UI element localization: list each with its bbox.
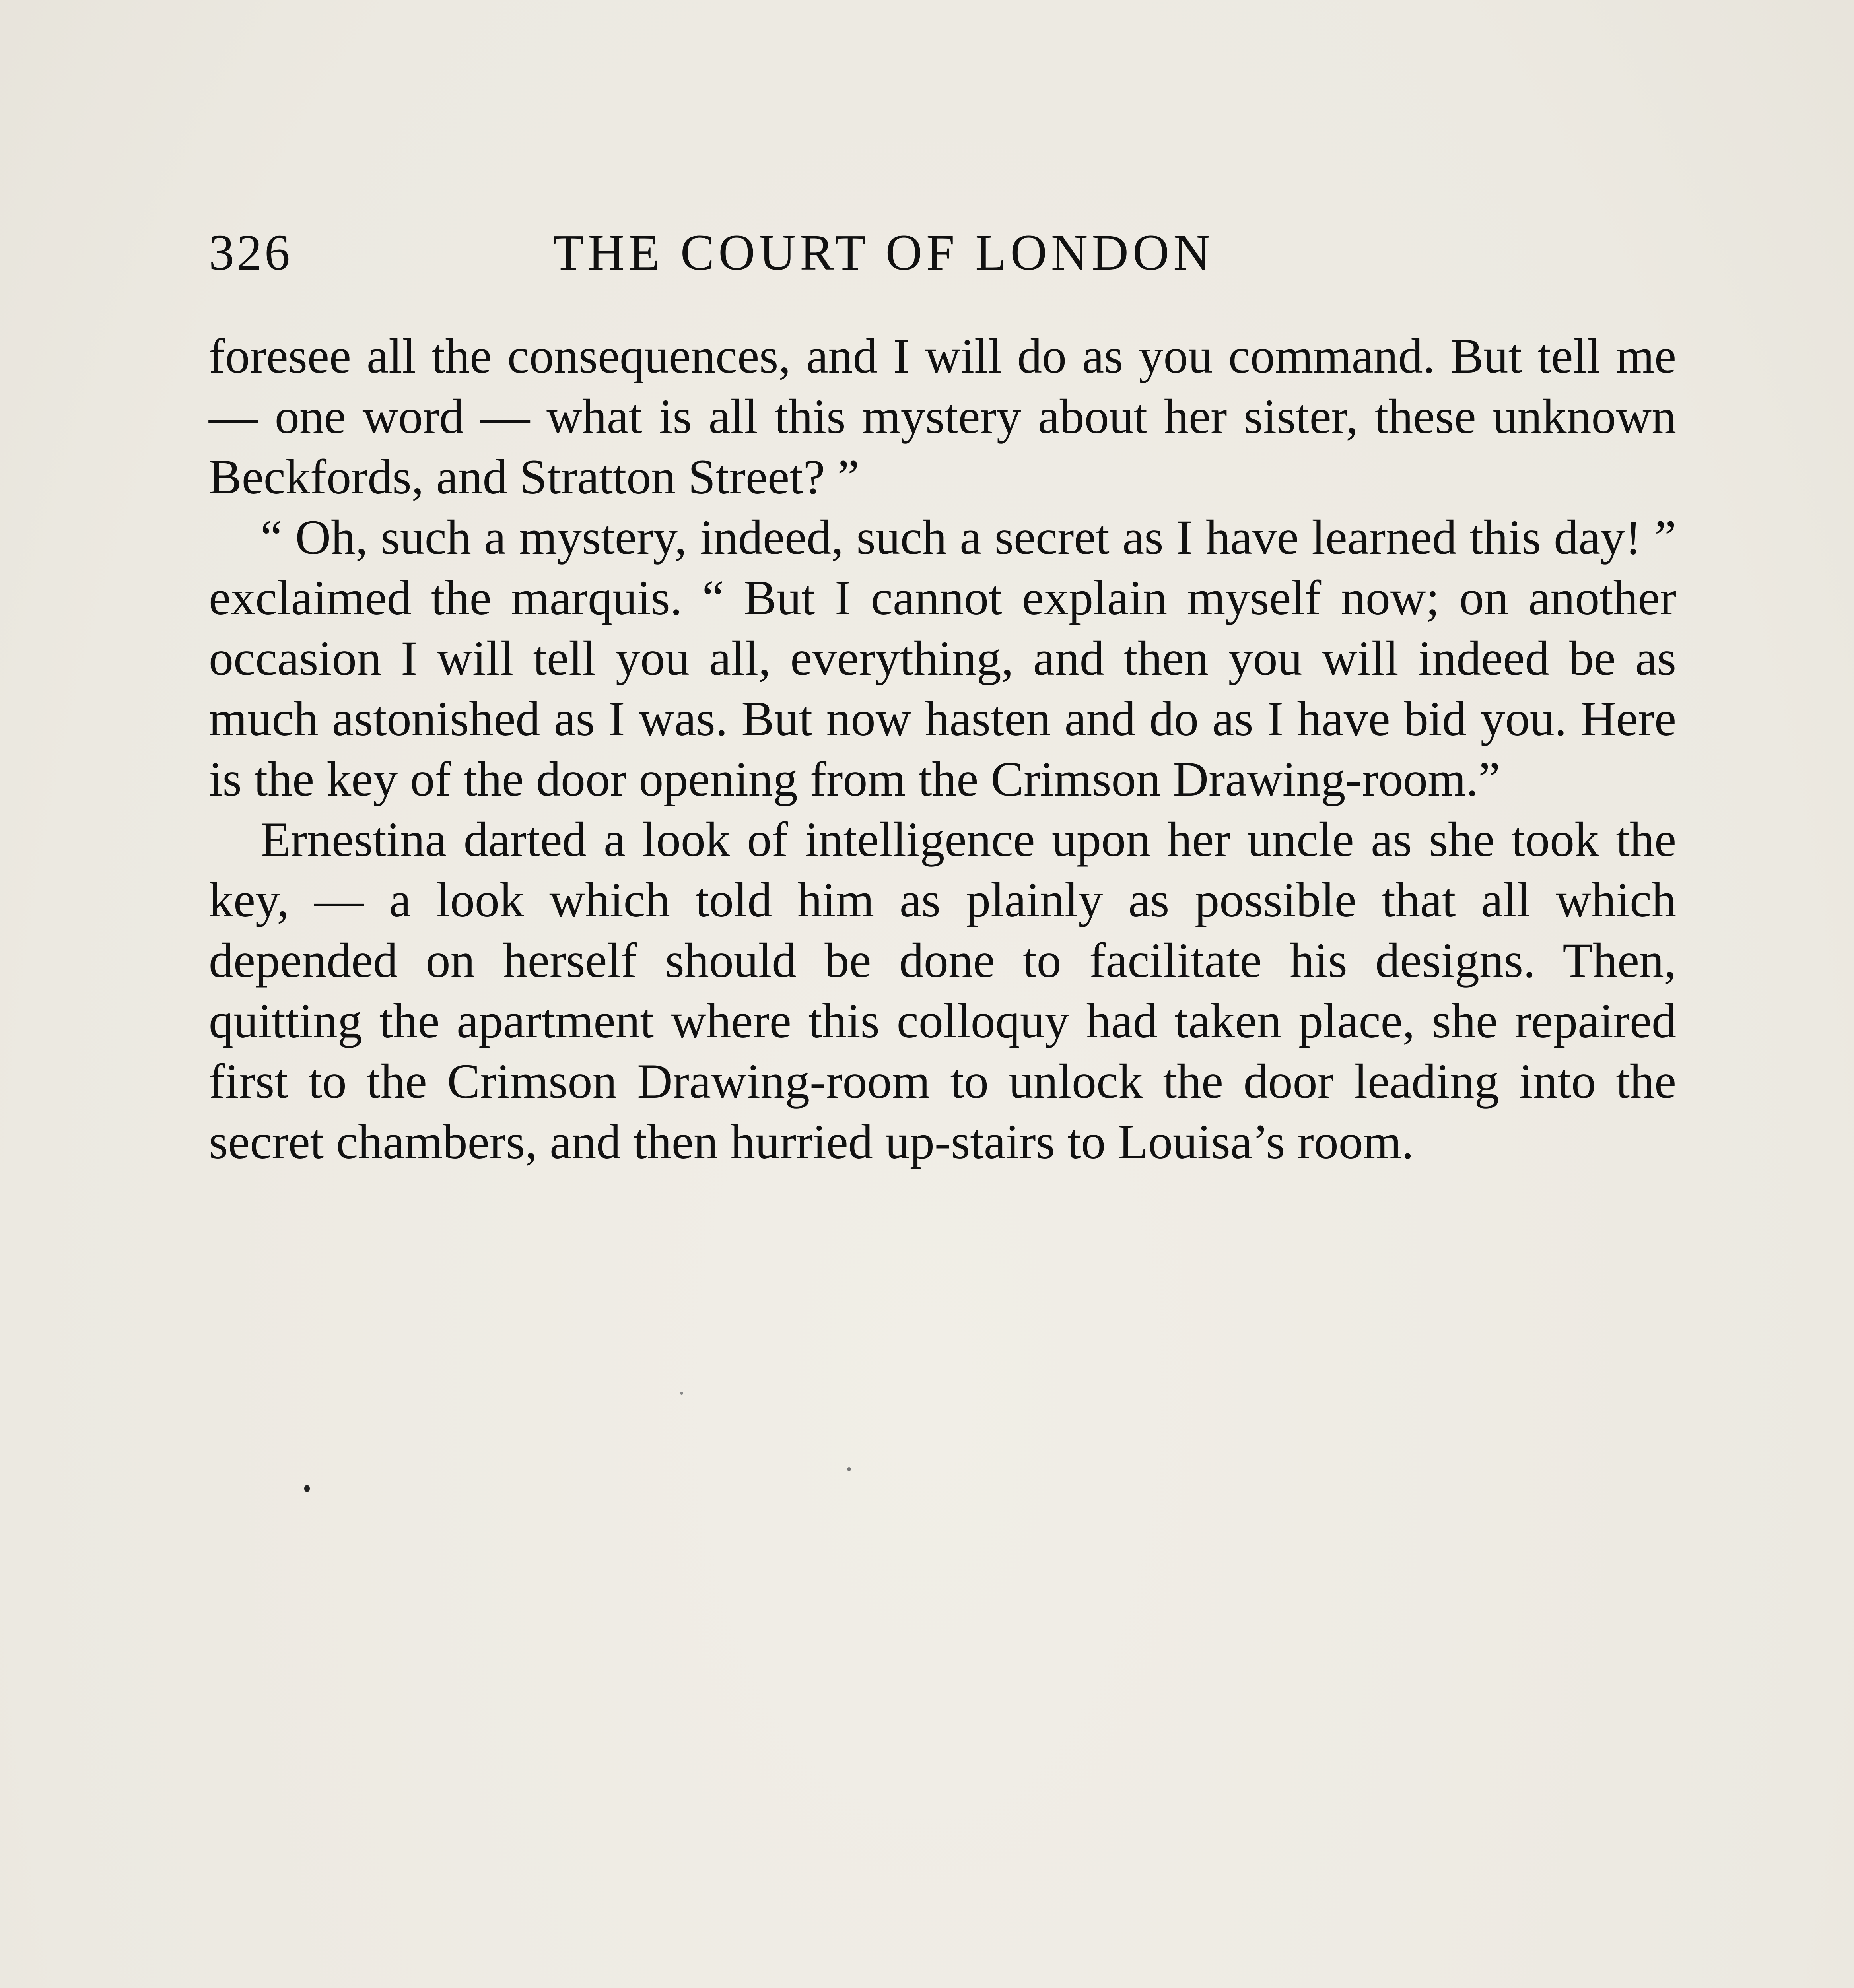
paragraph-continued: foresee all the consequences, and I will do as you command. But tell me — one word — what is all this mystery about her sister, these unknown Beckfords, and Stratton Street? ” [209,329,1676,504]
paragraph-marquis-reply: “ Oh, such a mystery, indeed, such a secret as I have learned this day! ” exclaimed the marquis. “ But I cannot explain myself now; on another occasion I will tell you all, everything, and then you will indeed be as much astonished as I was. But now hasten and do as I have bid you. Here is the key of the door opening from the Crimson Drawing-room.” [209,510,1676,806]
page-header [209,221,1680,284]
body-text [209,326,1676,1172]
page-number: 326 [209,224,292,281]
running-title: THE COURT OF LONDON [553,224,1214,281]
ink-speck [847,1467,851,1471]
paragraph-ernestina: Ernestina darted a look of intelligence upon her uncle as she took the key, — a look which told him as plainly as possible that all which depended on herself should be done to facilitate his designs. Then, quitting the apartment where this colloquy had taken place, she repaired first to the Crimson Drawing-room to unlock the door leading into the secret chambers, and then hurried up-stairs to Louisa’s room. [209,812,1676,1169]
ink-speck [680,1392,683,1395]
ink-speck [304,1485,310,1492]
